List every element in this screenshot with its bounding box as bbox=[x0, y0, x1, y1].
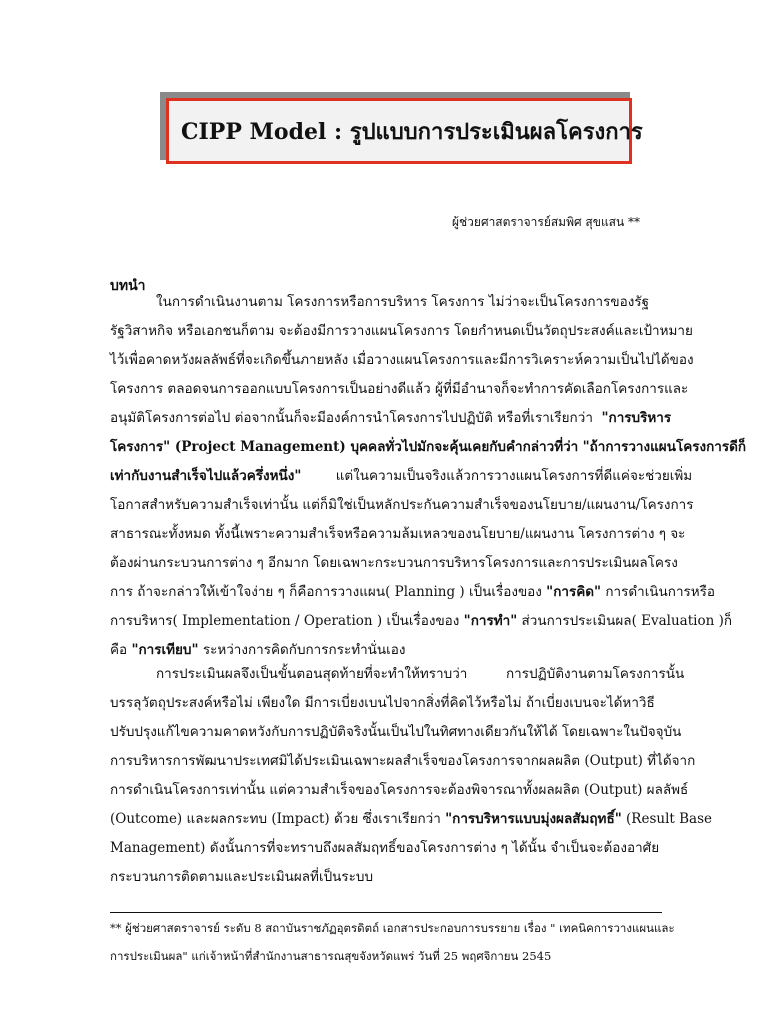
text-run: (Result Base bbox=[626, 811, 712, 827]
text-run: การบริหาร( Implementation / Operation ) เป็นเรื่องของ bbox=[110, 613, 460, 629]
text-run: ส่วนการประเมินผล( Evaluation )ก็ bbox=[521, 613, 733, 629]
paragraph-line: โอกาสสำหรับความสำเร็จเท่านั้น แต่ก็มิใช่เป็นหลักประกันความสำเร็จของนโยบาย/แผนงาน/โครงการ bbox=[110, 497, 694, 513]
paragraph-line: กระบวนการติดตามและประเมินผลที่เป็นระบบ bbox=[110, 869, 374, 885]
bold-run: "การคิด" bbox=[546, 584, 602, 600]
author-line: ผู้ช่วยศาสตราจารย์สมพิศ สุขแสน ** bbox=[452, 215, 641, 229]
paragraph-line bbox=[110, 578, 716, 607]
paragraph-line: การดำเนินโครงการเท่านั้น แต่ความสำเร็จของโครงการจะต้องพิจารณาทั้งผลผลิต (Output) ผลลัพธ์ bbox=[110, 782, 689, 798]
text-run: อนุมัติโครงการต่อไป ต่อจากนั้นก็จะมีองค์การนำโครงการไปปฏิบัติ หรือที่เราเรียกว่า bbox=[110, 410, 593, 426]
text-run: การ ถ้าจะกล่าวให้เข้าใจง่าย ๆ ก็คือการวางแผน( Planning ) เป็นเรื่องของ bbox=[110, 584, 542, 600]
paragraph-intro bbox=[110, 288, 747, 665]
paragraph-line: ในการดำเนินงานตาม โครงการหรือการบริหาร โครงการ ไม่ว่าจะเป็นโครงการของรัฐ bbox=[156, 294, 650, 310]
paragraph-line: ไว้เพื่อคาดหวังผลลัพธ์ที่จะเกิดขึ้นภายหลัง เมื่อวางแผนโครงการและมีการวิเคราะห์ความเป็นไปได้ของ bbox=[110, 352, 694, 368]
paragraph-line: ปรับปรุงแก้ไขความคาดหวังกับการปฏิบัติจริงนั้นเป็นไปในทิศทางเดียวกันให้ได้ โดยเฉพาะในปัจจุบัน bbox=[110, 724, 682, 740]
paragraph-line: การบริหารการพัฒนาประเทศมิได้ประเมินเฉพาะผลสำเร็จของโครงการจากผลผลิต (Output) ที่ได้จาก bbox=[110, 753, 696, 769]
bold-run: "การทำ" bbox=[463, 613, 518, 629]
section-heading: บทนำ bbox=[110, 278, 146, 294]
document-title: CIPP Model : รูปแบบการประเมินผลโครงการ bbox=[181, 118, 643, 145]
footnote-line: ** ผู้ช่วยศาสตราจารย์ ระดับ 8 สถาบันราชภัฏอุตรดิตถ์ เอกสารประกอบการบรรยาย เรื่อง " เทคนิคการวางแผนและ bbox=[110, 921, 675, 935]
paragraph-evaluation bbox=[110, 660, 712, 892]
bold-run: เท่ากับงานสำเร็จไปแล้วครึ่งหนึ่ง" bbox=[110, 468, 302, 484]
paragraph-line: โครงการ ตลอดจนการออกแบบโครงการเป็นอย่างดีแล้ว ผู้ที่มีอำนาจก็จะทำการคัดเลือกโครงการและ bbox=[110, 381, 689, 397]
bold-run: "การบริหารแบบมุ่งผลสัมฤทธิ์" bbox=[445, 811, 622, 827]
text-run: การปฏิบัติงานตามโครงการนั้น bbox=[506, 666, 685, 682]
paragraph-line: ต้องผ่านกระบวนการต่าง ๆ อีกมาก โดยเฉพาะกระบวนการบริหารโครงการและการประเมินผลโครง bbox=[110, 555, 678, 571]
paragraph-line: รัฐวิสาหกิจ หรือเอกชนก็ตาม จะต้องมีการวางแผนโครงการ โดยกำหนดเป็นวัตถุประสงค์และเป้าหมาย bbox=[110, 323, 693, 339]
text-run: แต่ในความเป็นจริงแล้วการวางแผนโครงการที่ดีแค่จะช่วยเพิ่ม bbox=[335, 468, 693, 484]
bold-run: "ถ้าการวางแผนโครงการดีก็ bbox=[582, 439, 747, 455]
footnote-divider bbox=[110, 912, 662, 913]
paragraph-line bbox=[110, 607, 733, 636]
text-run: โครงการ" (Project Management) บุคคลทั่วไปมักจะคุ้นเคยกับคำกล่าวที่ว่า bbox=[110, 439, 579, 455]
paragraph-line bbox=[110, 404, 688, 433]
text-run: ระหว่างการคิดกับการกระทำนั่นเอง bbox=[202, 642, 406, 658]
paragraph-line bbox=[110, 462, 693, 491]
paragraph-line: Management) ดังนั้นการที่จะทราบถึงผลสัมฤทธิ์ของโครงการต่าง ๆ ได้นั้น จำเป็นจะต้องอาศัย bbox=[110, 840, 660, 856]
paragraph-line: บรรลุวัตถุประสงค์หรือไม่ เพียงใด มีการเบี่ยงเบนไปจากสิ่งที่คิดไว้หรือไม่ ถ้าเบี่ยงเบนจะได้หาวิธี bbox=[110, 695, 655, 711]
paragraph-line: สาธารณะทั้งหมด ทั้งนี้เพราะความสำเร็จหรือความล้มเหลวของนโยบาย/แผนงาน โครงการต่าง ๆ จะ bbox=[110, 526, 686, 542]
paragraph-line bbox=[110, 660, 688, 689]
paragraph-line bbox=[110, 433, 747, 462]
text-run: การประเมินผลจึงเป็นขั้นตอนสุดท้ายที่จะทำให้ทราบว่า bbox=[156, 666, 468, 682]
text-run: (Outcome) และผลกระทบ (Impact) ด้วย ซึ่งเราเรียกว่า bbox=[110, 811, 441, 827]
bold-run: "การบริหาร bbox=[601, 410, 672, 426]
text-run: คือ bbox=[110, 642, 128, 658]
footnote-line: การประเมินผล" แก่เจ้าหน้าที่สำนักงานสาธารณสุขจังหวัดแพร่ วันที่ 25 พฤศจิกายน 2545 bbox=[110, 949, 552, 963]
text-run: การดำเนินการหรือ bbox=[605, 584, 716, 600]
bold-run: "การเทียบ" bbox=[131, 642, 199, 658]
title-box bbox=[166, 98, 643, 164]
paragraph-line bbox=[110, 805, 712, 834]
